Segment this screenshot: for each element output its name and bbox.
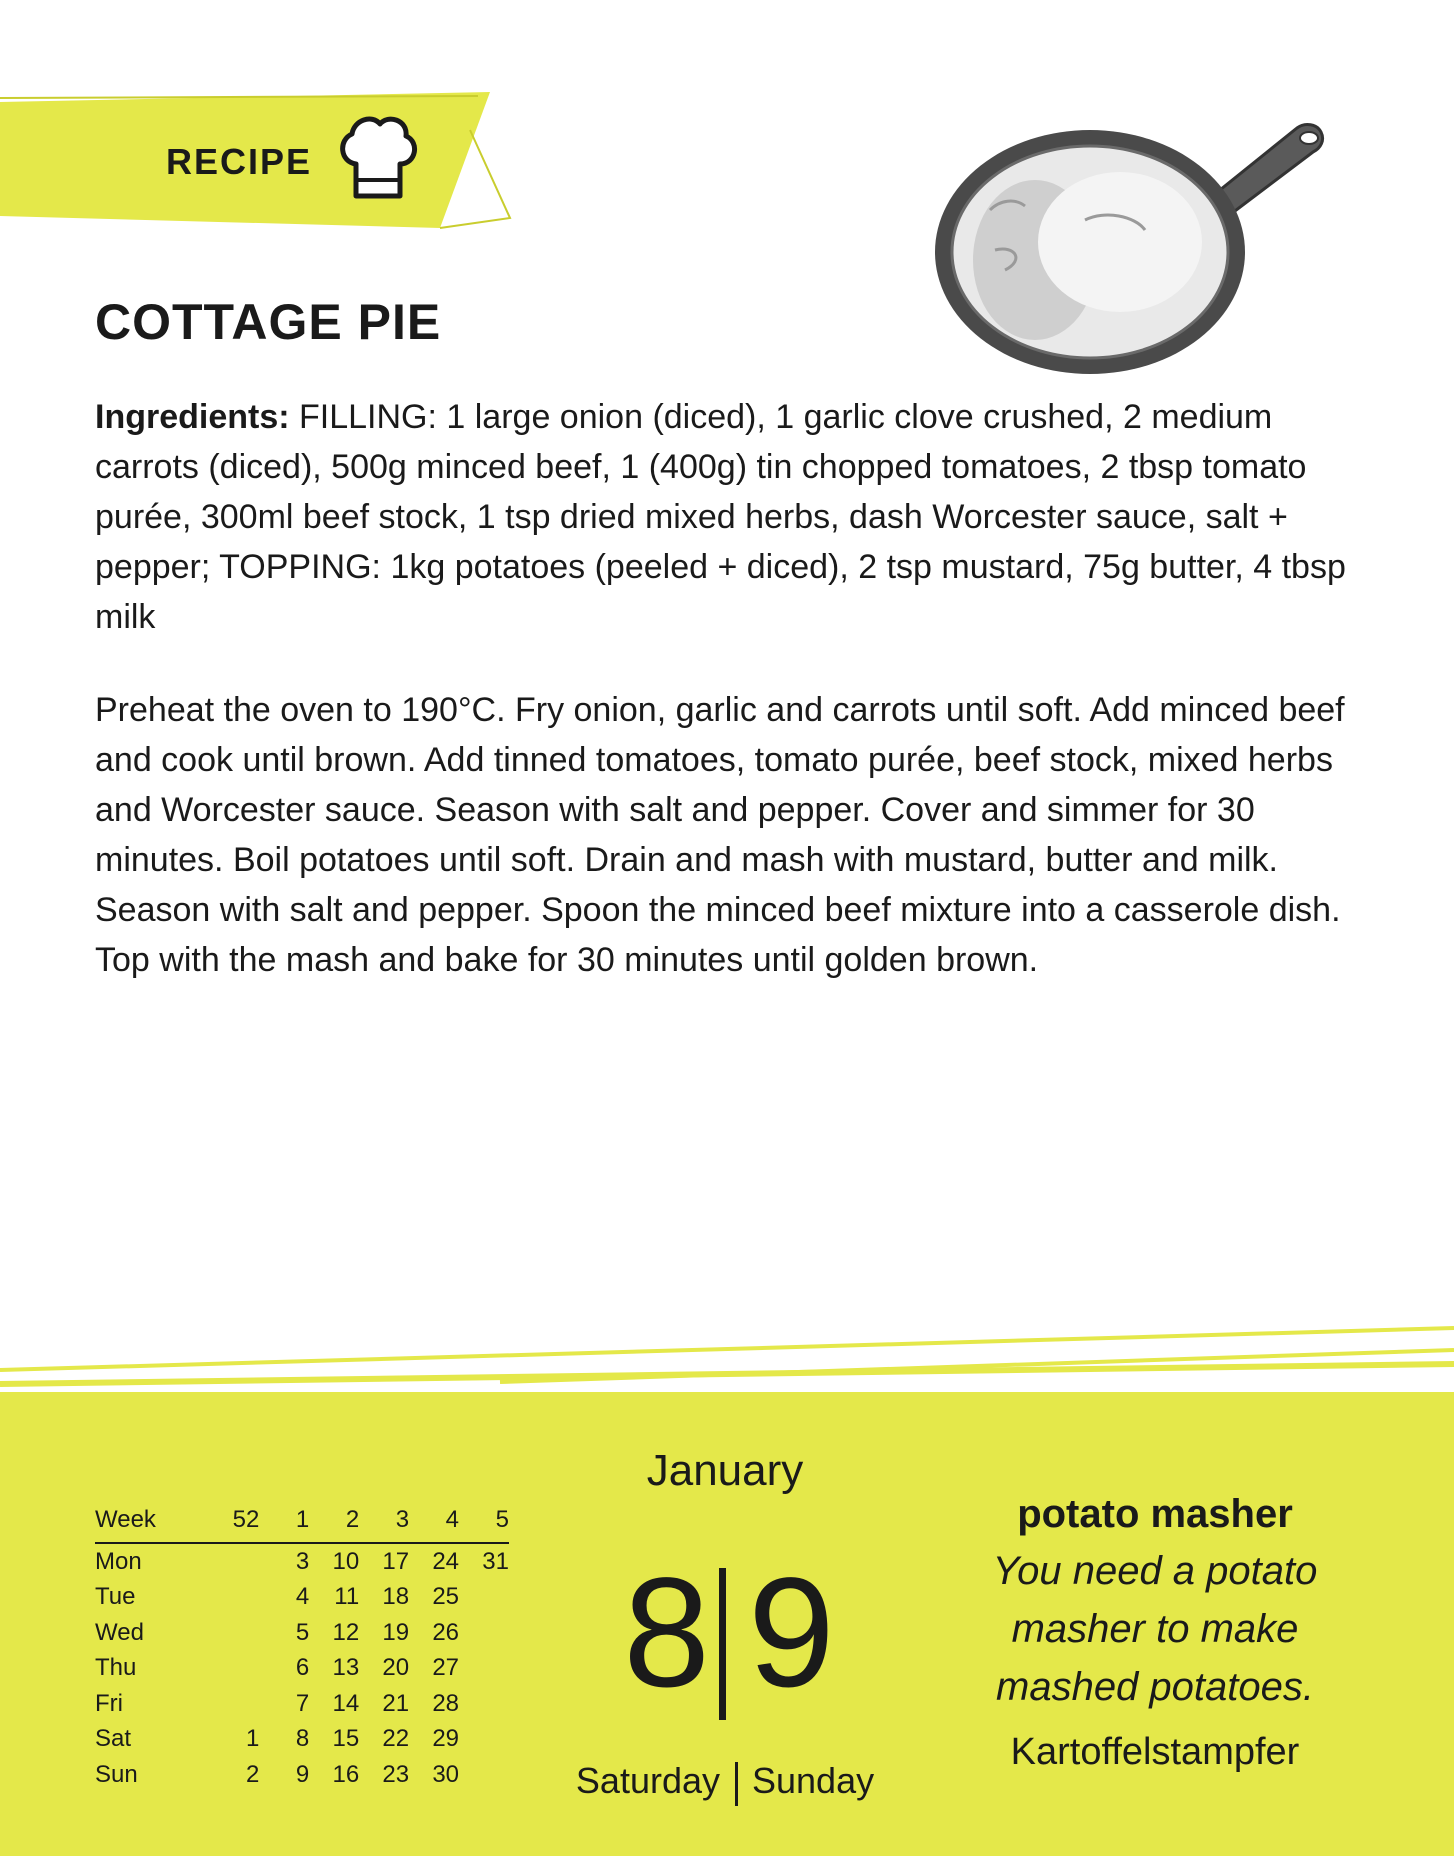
calendar-header-cell: Week <box>95 1498 209 1543</box>
calendar-row <box>95 1615 509 1651</box>
calendar-header-cell: 52 <box>209 1498 259 1543</box>
calendar-row <box>95 1686 509 1722</box>
banner-label: RECIPE <box>166 141 313 182</box>
calendar-cell: Thu <box>95 1654 137 1682</box>
calendar-cell: 1 <box>245 1725 260 1753</box>
calendar-cell: 14 <box>332 1689 360 1717</box>
calendar-cell: 28 <box>432 1689 460 1717</box>
calendar-cell: 8 <box>295 1725 310 1753</box>
calendar-cell: 4 <box>295 1583 310 1611</box>
calendar-cell <box>459 1722 509 1758</box>
calendar-cell: 7 <box>295 1689 310 1717</box>
calendar-cell: 3 <box>295 1547 310 1575</box>
calendar-cell: 2 <box>245 1760 260 1788</box>
calendar-header-cell: 2 <box>309 1498 359 1543</box>
calendar-cell: Wed <box>95 1618 144 1646</box>
calendar-cell <box>209 1615 259 1651</box>
ingredients-text <box>95 392 1365 642</box>
calendar-cell: 26 <box>432 1618 460 1646</box>
calendar-header-cell: 5 <box>459 1498 509 1543</box>
vocab-word: potato masher <box>1017 1492 1293 1536</box>
calendar-cell: 24 <box>432 1547 460 1575</box>
calendar-cell: 31 <box>482 1547 509 1575</box>
calendar-cell: 18 <box>382 1583 410 1611</box>
calendar-cell <box>459 1580 509 1616</box>
calendar-cell: 17 <box>382 1547 410 1575</box>
calendar-header-cell: 1 <box>259 1498 309 1543</box>
calendar-cell <box>459 1686 509 1722</box>
calendar-cell <box>209 1651 259 1687</box>
ingredients-label: Ingredients: <box>95 398 290 436</box>
calendar-cell: 16 <box>332 1760 360 1788</box>
calendar-cell: 5 <box>295 1618 310 1646</box>
calendar-cell: Sun <box>95 1760 138 1788</box>
calendar-cell: 15 <box>332 1725 360 1753</box>
footer-divider-lines <box>0 1320 1454 1400</box>
calendar-cell: 25 <box>432 1583 460 1611</box>
skillet-image <box>905 110 1335 380</box>
calendar-cell: 22 <box>382 1725 410 1753</box>
calendar-header-row <box>95 1498 509 1543</box>
calendar-cell: 27 <box>432 1654 460 1682</box>
calendar-cell: Sat <box>95 1725 132 1753</box>
calendar-cell: Mon <box>95 1547 142 1575</box>
vocab-sentence: You need a potato masher to make mashed potatoes. <box>992 1549 1318 1709</box>
calendar-row <box>95 1722 509 1758</box>
calendar-cell <box>459 1757 509 1793</box>
calendar-cell: 29 <box>432 1725 460 1753</box>
day-number-left: 8 <box>623 1546 710 1720</box>
calendar-cell <box>209 1543 259 1580</box>
calendar-row <box>95 1580 509 1616</box>
calendar-cell: 23 <box>382 1760 410 1788</box>
calendar-header-cell: 3 <box>359 1498 409 1543</box>
weekday-right: Sunday <box>752 1760 875 1801</box>
calendar-cell: 21 <box>382 1689 410 1717</box>
calendar-cell: 9 <box>295 1760 310 1788</box>
calendar-cell: 6 <box>295 1654 310 1682</box>
calendar-row <box>95 1757 509 1793</box>
calendar-cell: 19 <box>382 1618 410 1646</box>
calendar-cell <box>459 1615 509 1651</box>
calendar-cell <box>209 1580 259 1616</box>
recipe-title: COTTAGE PIE <box>95 294 442 350</box>
calendar-cell: 12 <box>332 1618 360 1646</box>
calendar-cell <box>209 1686 259 1722</box>
calendar-row <box>95 1543 509 1580</box>
day-number-right: 9 <box>748 1546 835 1720</box>
calendar-row <box>95 1651 509 1687</box>
calendar-cell: 30 <box>432 1760 460 1788</box>
day-divider <box>719 1568 726 1720</box>
vocab-translation: Kartoffelstampfer <box>1010 1731 1300 1773</box>
ingredients-list: FILLING: 1 large onion (diced), 1 garlic clove crushed, 2 medium carrots (diced), 500g minced beef, 1 (400g) tin chopped tomatoes, 2 tbsp tomato purée, 300ml beef stock, 1 tsp dried mixed herbs, dash Worcester sauce, salt + pepper; TOPPING: 1kg potatoes (peeled + diced), 2 tsp mustard, 75g butter, 4 tbsp milk <box>95 398 1346 636</box>
calendar-cell <box>459 1651 509 1687</box>
mini-calendar <box>95 1498 509 1793</box>
month-label: January <box>646 1446 804 1495</box>
calendar-cell: 13 <box>332 1654 360 1682</box>
calendar-cell: 11 <box>334 1583 360 1611</box>
recipe-method: Preheat the oven to 190°C. Fry onion, garlic and carrots until soft. Add minced beef and cook until brown. Add tinned tomatoes, tomato purée, beef stock, mixed herbs and Worcester sauce. Season with salt and pepper. Cover and simmer for 30 minutes. Boil potatoes until soft. Drain and mash with mustard, butter and milk. Season with salt and pepper. Spoon the minced beef mixture into a casserole dish. Top with the mash and bake for 30 minutes until golden brown. <box>95 691 1345 979</box>
calendar-cell: Fri <box>95 1689 123 1717</box>
calendar-header-cell: 4 <box>409 1498 459 1543</box>
vocab-box <box>955 1486 1355 1782</box>
calendar-cell: Tue <box>95 1583 136 1611</box>
calendar-cell: 20 <box>382 1654 410 1682</box>
calendar-cell: 10 <box>332 1547 360 1575</box>
weekday-divider <box>735 1762 738 1806</box>
chef-hat-icon <box>336 112 420 200</box>
weekday-left: Saturday <box>575 1760 720 1801</box>
